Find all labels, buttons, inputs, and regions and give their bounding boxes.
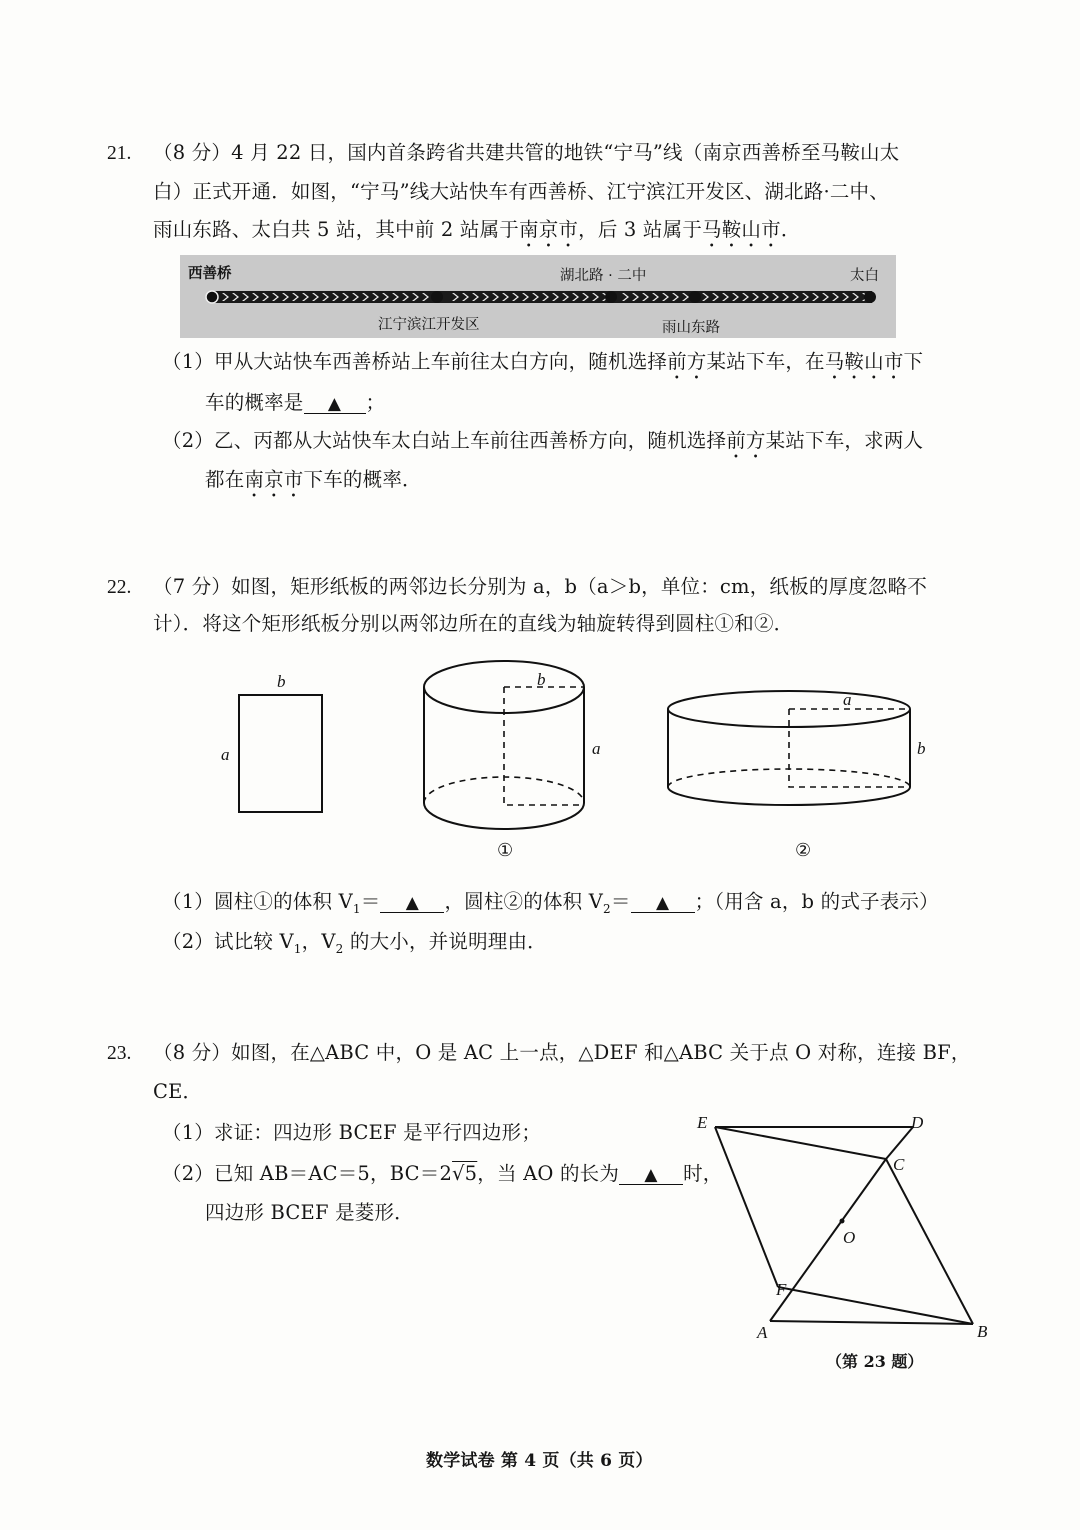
cyl2-label-a: a — [843, 690, 852, 709]
q23-part2-line2: 四边形 BCEF 是菱形． — [205, 1201, 414, 1224]
station-hubeilu-erzhong: 湖北路 · 二中 — [560, 268, 647, 284]
point-o — [840, 1219, 845, 1224]
station-dot-taibai — [864, 291, 876, 303]
page-footer: 数学试卷 第 4 页（共 6 页） — [426, 1451, 653, 1471]
point-label-f: F — [776, 1280, 787, 1299]
q23-line2: CE． — [153, 1080, 203, 1103]
point-label-c: C — [893, 1155, 905, 1174]
q22-part1: （1）圆柱①的体积 $V_1=$ ▲ ，圆柱②的体积 $V_2=$ ▲ ；（用含 a，b 的式子表示） — [162, 890, 939, 916]
point-label-e: E — [697, 1113, 708, 1132]
q21-line3: 雨山东路、太白共 5 站，其中前 2 站属于南京市，后 3 站属于马鞍山市． — [153, 218, 801, 241]
cylinder-2 — [665, 685, 925, 815]
q21-part1-line1: （1）甲从大站快车西善桥站上车前往太白方向，随机选择前方某站下车，在马鞍山市下 — [162, 350, 924, 373]
answer-blank-v2: ▲ — [631, 892, 695, 913]
station-dot-hubeilu — [605, 291, 617, 303]
station-yushan-donglu: 雨山东路 — [662, 320, 720, 336]
q21-part2-line1: （2）乙、丙都从大站快车太白站上车前往西善桥方向，随机选择前方某站下车，求两人 — [162, 429, 924, 452]
q21-line2: 白）正式开通．如图，“宁马”线大站快车有西善桥、江宁滨江开发区、湖北路·二中、 — [153, 180, 889, 203]
station-taibai: 太白 — [850, 268, 879, 284]
q23-line1: （8 分）如图，在△ABC 中，O 是 AC 上一点，△DEF 和△ABC 关于点 O 对称，连接 BF， — [153, 1041, 971, 1064]
station-dot-yushan — [689, 291, 701, 303]
q21-line1: （8 分）4 月 22 日，国内首条跨省共建共管的地铁“宁马”线（南京西善桥至马鞍山太 — [153, 141, 900, 164]
cylinder-1 — [415, 655, 595, 840]
q23-part2-line1: （2）已知 AB＝AC＝5，BC＝2√5，当 AO 的长为 ▲ 时， — [162, 1162, 723, 1185]
answer-blank-ao: ▲ — [619, 1164, 683, 1185]
cyl1-label-a: a — [592, 739, 601, 758]
station-dot-xishanqiao — [206, 291, 218, 303]
point-label-a: A — [757, 1323, 768, 1342]
metro-line-map — [180, 255, 896, 338]
point-label-o: O — [843, 1228, 856, 1247]
q22-part2: （2）试比较 $V_1$，$V_2$ 的大小，并说明理由． — [162, 930, 547, 956]
point-label-d: D — [911, 1113, 924, 1132]
q21-part1-line2: 车的概率是 ▲ ； — [205, 391, 386, 414]
cyl2-caption: ② — [795, 840, 812, 861]
station-dot-jiangning — [431, 291, 443, 303]
q23-part1: （1）求证：四边形 BCEF 是平行四边形； — [162, 1121, 542, 1144]
answer-blank: ▲ — [304, 393, 366, 414]
rectangle-figure — [215, 670, 335, 820]
point-label-b: B — [977, 1322, 988, 1341]
q23-number: 23. — [107, 1043, 132, 1064]
station-xishanqiao: 西善桥 — [188, 266, 232, 282]
cyl1-label-b: b — [537, 670, 546, 689]
rect-label-b: b — [277, 672, 286, 691]
cyl1-caption: ① — [497, 840, 514, 861]
answer-blank-v1: ▲ — [380, 892, 444, 913]
metro-track — [180, 255, 896, 338]
figure-caption-q23: （第 23 题） — [826, 1352, 924, 1371]
rect-label-a: a — [221, 745, 230, 764]
station-jiangning: 江宁滨江开发区 — [378, 317, 480, 333]
q22-number: 22. — [107, 577, 132, 598]
q21-number: 21. — [107, 143, 132, 164]
q22-line2: 计）．将这个矩形纸板分别以两邻边所在的直线为轴旋转得到圆柱①和②． — [153, 612, 794, 635]
cyl2-label-b: b — [917, 739, 926, 758]
q22-line1: （7 分）如图，矩形纸板的两邻边长分别为 a，b（a＞b，单位：cm，纸板的厚度忽略不 — [153, 575, 928, 598]
q21-part2-line2: 都在南京市下车的概率． — [205, 468, 422, 491]
